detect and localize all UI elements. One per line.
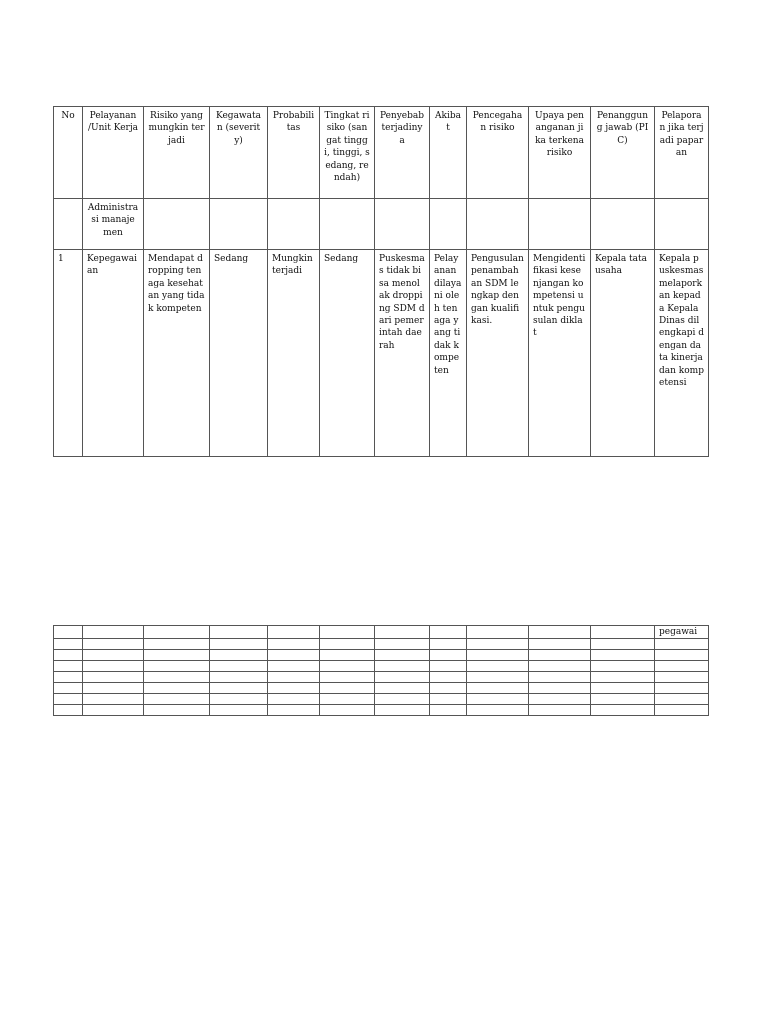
empty-cell [83, 694, 144, 705]
cell-no: 1 [54, 250, 83, 457]
empty-cell [210, 705, 268, 716]
empty-cell [54, 672, 83, 683]
empty-cell [529, 626, 591, 639]
empty-cell [54, 661, 83, 672]
cell-cause: Puskesmas tidak bisa menolak dropping SDM dari pemerintah daerah [375, 250, 430, 457]
table-header-row [54, 107, 709, 199]
header-prevention: Pencegahan risiko [467, 107, 529, 199]
header-risk: Risiko yang mungkin terjadi [144, 107, 210, 199]
empty-cell [375, 661, 430, 672]
empty-cell [467, 626, 529, 639]
empty-cell [320, 683, 375, 694]
empty-cell [655, 694, 709, 705]
risk-table [53, 106, 709, 457]
empty-cell [54, 626, 83, 639]
continuation-row [54, 639, 709, 650]
continuation-row [54, 650, 709, 661]
empty-cell [430, 694, 467, 705]
empty-cell [54, 705, 83, 716]
empty-cell [144, 694, 210, 705]
empty-cell [320, 672, 375, 683]
continuation-text: pegawai [655, 626, 709, 639]
cell-unit: Kepegawaian [83, 250, 144, 457]
empty-cell [268, 650, 320, 661]
continuation-table [53, 625, 709, 716]
empty-cell [210, 626, 268, 639]
empty-cell [591, 650, 655, 661]
empty-cell [430, 650, 467, 661]
empty-cell [655, 650, 709, 661]
empty-cell [144, 639, 210, 650]
empty-cell [655, 661, 709, 672]
empty-cell [83, 639, 144, 650]
empty-cell [655, 639, 709, 650]
cell-risk-level: Sedang [320, 250, 375, 457]
cell-probability: Mungkin terjadi [268, 250, 320, 457]
empty-cell [268, 661, 320, 672]
empty-cell [375, 650, 430, 661]
empty-cell [467, 672, 529, 683]
empty-cell [268, 626, 320, 639]
empty-cell [268, 694, 320, 705]
cell-pic: Kepala tata usaha [591, 250, 655, 457]
empty-cell [655, 683, 709, 694]
empty-cell [144, 672, 210, 683]
empty-cell [655, 672, 709, 683]
empty-cell [210, 672, 268, 683]
empty-cell [467, 694, 529, 705]
empty-cell [430, 661, 467, 672]
empty-cell [210, 694, 268, 705]
header-probability: Probabilitas [268, 107, 320, 199]
empty-cell [210, 650, 268, 661]
empty-cell [375, 672, 430, 683]
empty-cell [375, 705, 430, 716]
empty-cell [320, 626, 375, 639]
empty-cell [320, 705, 375, 716]
cell-reporting: Kepala puskesmas melaporkan kepada Kepala Dinas dilengkapi dengan data kinerja dan kompetensi [655, 250, 709, 457]
empty-cell [54, 639, 83, 650]
empty-cell [430, 639, 467, 650]
empty-cell [268, 705, 320, 716]
empty-cell [591, 694, 655, 705]
empty-cell [591, 683, 655, 694]
empty-cell [144, 683, 210, 694]
empty-cell [529, 661, 591, 672]
empty-cell [83, 650, 144, 661]
header-pic: Penanggung jawab (PIC) [591, 107, 655, 199]
empty-cell [529, 639, 591, 650]
empty-cell [529, 683, 591, 694]
empty-cell [54, 683, 83, 694]
empty-cell [591, 661, 655, 672]
empty-cell [430, 683, 467, 694]
header-severity: Kegawatan (severity) [210, 107, 268, 199]
empty-cell [144, 626, 210, 639]
empty-cell [210, 683, 268, 694]
header-reporting: Pelaporan jika terjadi paparan [655, 107, 709, 199]
empty-cell [210, 661, 268, 672]
empty-cell [430, 672, 467, 683]
empty-cell [375, 694, 430, 705]
empty-cell [529, 650, 591, 661]
empty-cell [430, 705, 467, 716]
empty-cell [83, 626, 144, 639]
empty-cell [83, 705, 144, 716]
header-unit: Pelayanan /Unit Kerja [83, 107, 144, 199]
empty-cell [655, 705, 709, 716]
empty-cell [467, 650, 529, 661]
empty-cell [144, 661, 210, 672]
continuation-row [54, 672, 709, 683]
empty-cell [320, 639, 375, 650]
header-effect: Akibat [430, 107, 467, 199]
cell-severity: Sedang [210, 250, 268, 457]
header-no: No [54, 107, 83, 199]
empty-cell [529, 672, 591, 683]
section-label: Administrasi manajemen [83, 199, 144, 250]
continuation-row [54, 626, 709, 639]
empty-cell [83, 672, 144, 683]
cell-effect: Pelayanan dilayani oleh tenaga yang tidak kompeten [430, 250, 467, 457]
empty-cell [83, 661, 144, 672]
empty-cell [529, 705, 591, 716]
empty-cell [375, 626, 430, 639]
empty-cell [467, 661, 529, 672]
empty-cell [268, 639, 320, 650]
empty-cell [375, 639, 430, 650]
empty-cell [83, 683, 144, 694]
empty-cell [210, 639, 268, 650]
empty-cell [591, 672, 655, 683]
continuation-row [54, 661, 709, 672]
empty-cell [375, 683, 430, 694]
header-cause: Penyebab terjadinya [375, 107, 430, 199]
empty-cell [467, 705, 529, 716]
empty-cell [529, 694, 591, 705]
empty-cell [144, 650, 210, 661]
header-mitigation: Upaya penanganan jika terkena risiko [529, 107, 591, 199]
continuation-row [54, 694, 709, 705]
empty-cell [54, 650, 83, 661]
continuation-row [54, 705, 709, 716]
empty-cell [54, 694, 83, 705]
empty-cell [320, 661, 375, 672]
empty-cell [467, 683, 529, 694]
empty-cell [320, 694, 375, 705]
cell-mitigation: Mengidentifikasi kesenjangan kompetensi untuk pengusulan diklat [529, 250, 591, 457]
empty-cell [467, 639, 529, 650]
table-row [54, 250, 709, 457]
empty-cell [268, 683, 320, 694]
section-row [54, 199, 709, 250]
cell-prevention: Pengusulan penambahan SDM lengkap dengan kualifikasi. [467, 250, 529, 457]
header-risk-level: Tingkat risiko (sangat tinggi, tinggi, sedang, rendah) [320, 107, 375, 199]
empty-cell [430, 626, 467, 639]
empty-cell [591, 705, 655, 716]
empty-cell [591, 639, 655, 650]
empty-cell [320, 650, 375, 661]
empty-cell [591, 626, 655, 639]
empty-cell [144, 705, 210, 716]
empty-cell [268, 672, 320, 683]
cell-risk: Mendapat dropping tenaga kesehatan yang tidak kompeten [144, 250, 210, 457]
continuation-row [54, 683, 709, 694]
